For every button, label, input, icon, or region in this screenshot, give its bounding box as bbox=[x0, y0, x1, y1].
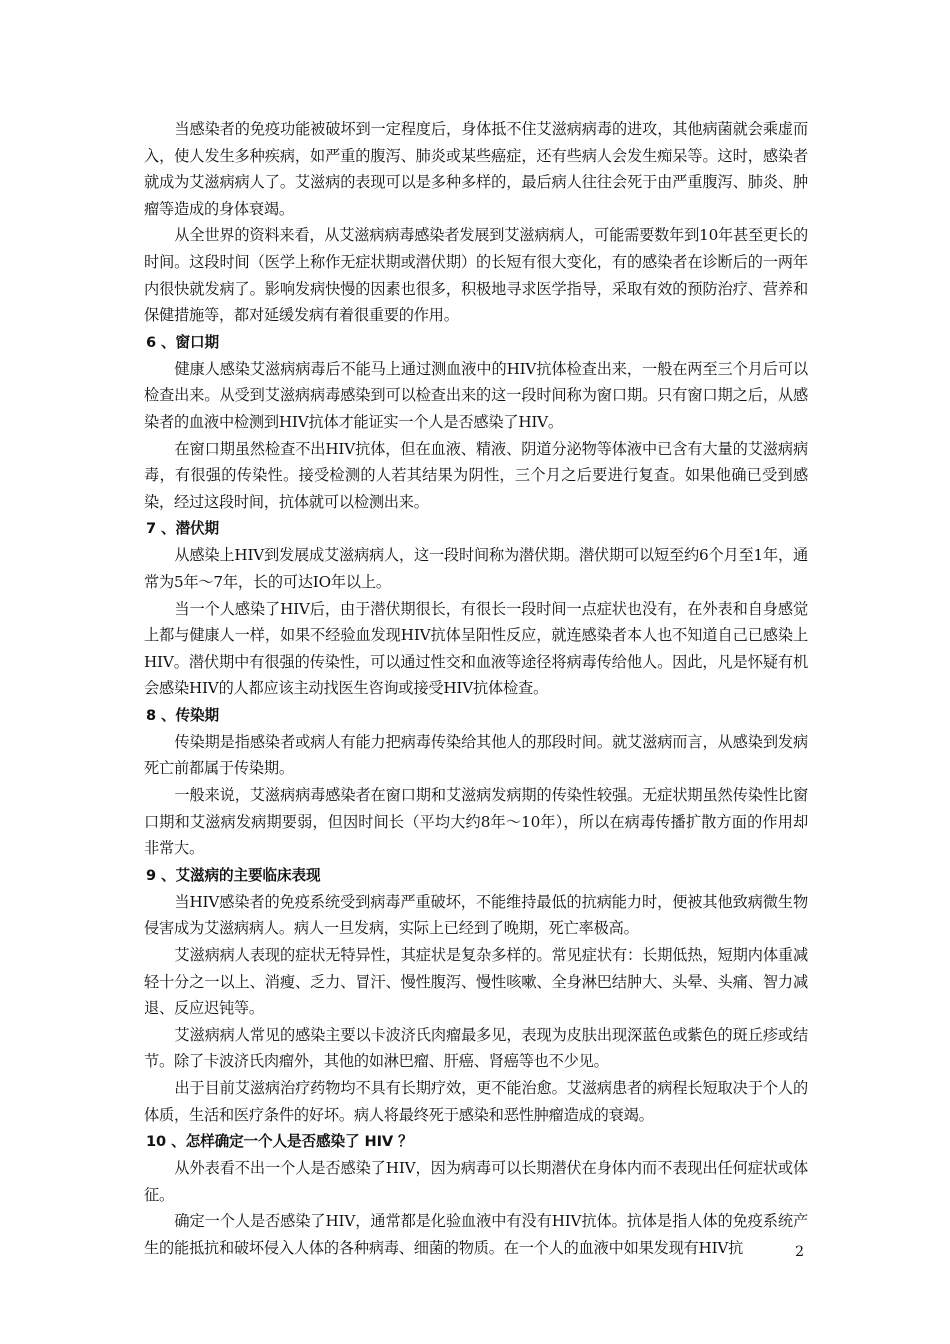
section-heading: 7 、潜伏期 bbox=[146, 520, 220, 538]
section-heading: 9 、艾滋病的主要临床表现 bbox=[146, 866, 321, 884]
paragraph: 当HIV感染者的免疫系统受到病毒严重破坏，不能维持最低的抗病能力时，便被其他致病微生物侵害成为艾滋病病人。病人一旦发病，实际上已经到了晚期，死亡率极高。 bbox=[144, 892, 808, 938]
paragraph: 从全世界的资料来看，从艾滋病病毒感染者发展到艾滋病病人，可能需要数年到10年甚至更长的时间。这段时间（医学上称作无症状期或潜伏期）的长短有很大变化，有的感染者在诊断后的一两年内很快就发病了。影响发病快慢的因素也很多，积极地寻求医学指导，采取有效的预防治疗、营养和保健措施等，都对延缓发病有着很重要的作用。 bbox=[144, 226, 808, 325]
paragraph: 健康人感染艾滋病病毒后不能马上通过测血液中的HIV抗体检查出来，一般在两至三个月后可以检查出来。从受到艾滋病病毒感染到可以检查出来的这一段时间称为窗口期。只有窗口期之后，从感染者的血液中检测到HIV抗体才能证实一个人是否感染了HIV。 bbox=[144, 359, 808, 431]
section-heading: 8 、传染期 bbox=[146, 706, 220, 724]
section-heading: 10 、怎样确定一个人是否感染了 HIV ？ bbox=[146, 1133, 413, 1151]
paragraph: 艾滋病病人表现的症状无特异性，其症状是复杂多样的。常见症状有：长期低热，短期内体重减轻十分之一以上、消瘦、乏力、冒汗、慢性腹泻、慢性咳嗽、全身淋巴结肿大、头晕、头痛、智力减退、反应迟钝等。 bbox=[144, 946, 808, 1018]
section-heading: 6 、窗口期 bbox=[146, 333, 220, 351]
document-body bbox=[144, 116, 808, 1262]
paragraph: 在窗口期虽然检查不出HIV抗体，但在血液、精液、阴道分泌物等体液中已含有大量的艾滋病病毒，有很强的传染性。接受检测的人若其结果为阴性，三个月之后要进行复查。如果他确已受到感染，经过这段时间，抗体就可以检测出来。 bbox=[144, 439, 808, 511]
page-number: 2 bbox=[795, 1244, 804, 1260]
paragraph: 一般来说，艾滋病病毒感染者在窗口期和艾滋病发病期的传染性较强。无症状期虽然传染性比窗口期和艾滋病发病期要弱，但因时间长（平均大约8年～10年），所以在病毒传播扩散方面的作用却非常大。 bbox=[144, 786, 808, 858]
paragraph: 从感染上HIV到发展成艾滋病病人，这一段时间称为潜伏期。潜伏期可以短至约6个月至1年，通常为5年～7年，长的可达IO年以上。 bbox=[144, 546, 808, 591]
paragraph: 从外表看不出一个人是否感染了HIV，因为病毒可以长期潜伏在身体内而不表现出任何症状或体征。 bbox=[144, 1159, 808, 1204]
paragraph: 出于目前艾滋病治疗药物均不具有长期疗效，更不能治愈。艾滋病患者的病程长短取决于个人的体质，生活和医疗条件的好坏。病人将最终死于感染和恶性肿瘤造成的衰竭。 bbox=[144, 1079, 808, 1124]
paragraph: 传染期是指感染者或病人有能力把病毒传染给其他人的那段时间。就艾滋病而言，从感染到发病死亡前都属于传染期。 bbox=[144, 732, 808, 778]
paragraph: 确定一个人是否感染了HIV，通常都是化验血液中有没有HIV抗体。抗体是指人体的免疫系统产生的能抵抗和破坏侵入人体的各种病毒、细菌的物质。在一个人的血液中如果发现有HIV抗 bbox=[144, 1212, 808, 1257]
paragraph: 当感染者的免疫功能被破坏到一定程度后，身体抵不住艾滋病病毒的进攻，其他病菌就会乘虚而入，使人发生多种疾病，如严重的腹泻、肺炎或某些癌症，还有些病人会发生痴呆等。这时，感染者就成为艾滋病病人了。艾滋病的表现可以是多种多样的，最后病人往往会死于由严重腹泻、肺炎、肿瘤等造成的身体衰竭。 bbox=[144, 120, 808, 218]
paragraph: 艾滋病病人常见的感染主要以卡波济氏肉瘤最多见，表现为皮肤出现深蓝色或紫色的斑丘疹或结节。除了卡波济氏肉瘤外，其他的如淋巴瘤、肝癌、肾癌等也不少见。 bbox=[144, 1025, 808, 1071]
paragraph: 当一个人感染了HIV后，由于潜伏期很长，有很长一段时间一点症状也没有，在外表和自身感觉上都与健康人一样，如果不经验血发现HIV抗体呈阳性反应，就连感染者本人也不知道自己已感染上HIV。潜伏期中有很强的传染性，可以通过性交和血液等途径将病毒传给他人。因此，凡是怀疑有机会感染HIV的人都应该主动找医生咨询或接受HIV抗体检查。 bbox=[144, 599, 808, 698]
